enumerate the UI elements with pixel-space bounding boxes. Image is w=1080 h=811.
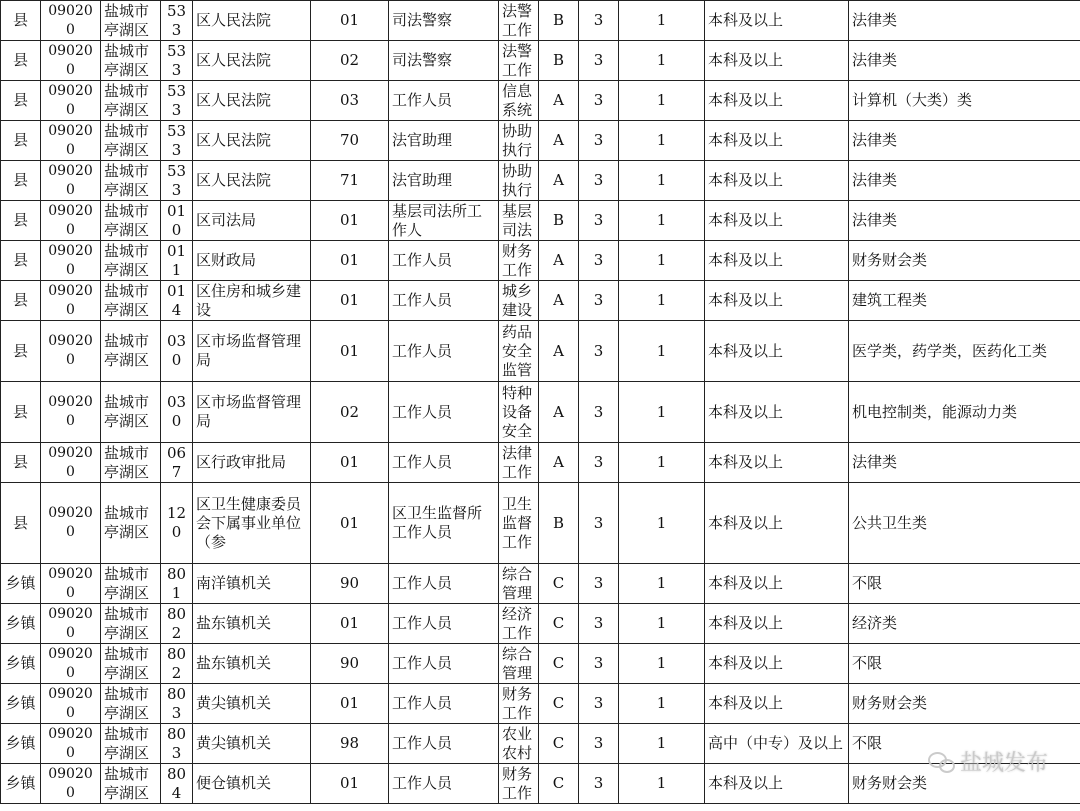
cell-post-type: 司法警察: [389, 1, 499, 41]
cell-count: 1: [619, 121, 705, 161]
cell-major: 建筑工程类: [849, 281, 1080, 321]
cell-level: 乡镇: [1, 644, 41, 684]
table-row: [1, 241, 1080, 281]
cell-unit-code: 010: [161, 201, 193, 241]
cell-unit-code: 533: [161, 41, 193, 81]
cell-education: 高中（中专）及以上: [705, 724, 849, 764]
cell-post-duty: 城乡建设: [499, 281, 539, 321]
cell-district: 盐城市亭湖区: [101, 201, 161, 241]
cell-education: 本科及以上: [705, 201, 849, 241]
cell-exam-category: A: [539, 281, 579, 321]
cell-dept-code: 090200: [41, 161, 101, 201]
table-row: [1, 443, 1080, 483]
cell-district: 盐城市亭湖区: [101, 161, 161, 201]
cell-exam-category: A: [539, 161, 579, 201]
cell-count: 1: [619, 1, 705, 41]
cell-exam-category: C: [539, 764, 579, 804]
cell-unit-name: 区人民法院: [193, 1, 311, 41]
cell-post-type: 工作人员: [389, 81, 499, 121]
cell-education: 本科及以上: [705, 764, 849, 804]
cell-ratio: 3: [579, 281, 619, 321]
cell-post-code: 01: [311, 483, 389, 564]
cell-district: 盐城市亭湖区: [101, 121, 161, 161]
cell-ratio: 3: [579, 41, 619, 81]
cell-unit-code: 802: [161, 604, 193, 644]
cell-dept-code: 090200: [41, 281, 101, 321]
cell-level: 县: [1, 382, 41, 443]
cell-count: 1: [619, 724, 705, 764]
cell-dept-code: 090200: [41, 564, 101, 604]
cell-ratio: 3: [579, 644, 619, 684]
cell-count: 1: [619, 41, 705, 81]
cell-education: 本科及以上: [705, 281, 849, 321]
cell-major: 法律类: [849, 121, 1080, 161]
cell-ratio: 3: [579, 201, 619, 241]
cell-post-duty: 基层司法: [499, 201, 539, 241]
cell-unit-code: 803: [161, 684, 193, 724]
cell-count: 1: [619, 564, 705, 604]
table-row: [1, 81, 1080, 121]
table-row: [1, 41, 1080, 81]
cell-post-code: 01: [311, 321, 389, 382]
cell-count: 1: [619, 201, 705, 241]
table-row: [1, 321, 1080, 382]
cell-exam-category: A: [539, 241, 579, 281]
cell-unit-name: 区人民法院: [193, 121, 311, 161]
cell-education: 本科及以上: [705, 321, 849, 382]
table-row: [1, 121, 1080, 161]
cell-count: 1: [619, 241, 705, 281]
cell-count: 1: [619, 281, 705, 321]
cell-unit-code: 803: [161, 724, 193, 764]
cell-major: 医学类，药学类，医药化工类: [849, 321, 1080, 382]
cell-post-duty: 协助执行: [499, 121, 539, 161]
cell-district: 盐城市亭湖区: [101, 724, 161, 764]
cell-district: 盐城市亭湖区: [101, 483, 161, 564]
cell-unit-code: 011: [161, 241, 193, 281]
cell-dept-code: 090200: [41, 724, 101, 764]
cell-level: 县: [1, 81, 41, 121]
cell-post-duty: 药品安全监管: [499, 321, 539, 382]
cell-count: 1: [619, 81, 705, 121]
cell-major: 法律类: [849, 161, 1080, 201]
cell-district: 盐城市亭湖区: [101, 1, 161, 41]
cell-level: 县: [1, 121, 41, 161]
cell-major: 不限: [849, 564, 1080, 604]
table-row: [1, 382, 1080, 443]
cell-unit-code: 804: [161, 764, 193, 804]
cell-dept-code: 090200: [41, 1, 101, 41]
cell-education: 本科及以上: [705, 382, 849, 443]
cell-district: 盐城市亭湖区: [101, 241, 161, 281]
cell-post-duty: 法警工作: [499, 41, 539, 81]
cell-exam-category: C: [539, 604, 579, 644]
cell-unit-code: 533: [161, 81, 193, 121]
cell-district: 盐城市亭湖区: [101, 564, 161, 604]
cell-post-code: 98: [311, 724, 389, 764]
cell-count: 1: [619, 764, 705, 804]
cell-ratio: 3: [579, 604, 619, 644]
cell-exam-category: A: [539, 321, 579, 382]
cell-unit-code: 014: [161, 281, 193, 321]
cell-ratio: 3: [579, 1, 619, 41]
cell-post-type: 工作人员: [389, 321, 499, 382]
cell-level: 县: [1, 201, 41, 241]
cell-district: 盐城市亭湖区: [101, 644, 161, 684]
cell-post-code: 90: [311, 564, 389, 604]
cell-post-type: 基层司法所工作人: [389, 201, 499, 241]
cell-post-code: 01: [311, 281, 389, 321]
cell-post-code: 71: [311, 161, 389, 201]
cell-major: 法律类: [849, 41, 1080, 81]
cell-post-code: 01: [311, 443, 389, 483]
watermark-text: 盐城发布: [959, 751, 1048, 776]
cell-post-type: 工作人员: [389, 644, 499, 684]
table-row: [1, 281, 1080, 321]
cell-education: 本科及以上: [705, 41, 849, 81]
cell-dept-code: 090200: [41, 483, 101, 564]
cell-unit-name: 区市场监督管理局: [193, 321, 311, 382]
cell-district: 盐城市亭湖区: [101, 443, 161, 483]
cell-ratio: 3: [579, 81, 619, 121]
cell-ratio: 3: [579, 161, 619, 201]
cell-post-duty: 协助执行: [499, 161, 539, 201]
cell-count: 1: [619, 483, 705, 564]
cell-post-duty: 综合管理: [499, 564, 539, 604]
cell-level: 县: [1, 1, 41, 41]
cell-exam-category: A: [539, 121, 579, 161]
cell-major: 法律类: [849, 1, 1080, 41]
cell-post-code: 02: [311, 382, 389, 443]
cell-post-type: 工作人员: [389, 443, 499, 483]
cell-exam-category: C: [539, 724, 579, 764]
cell-post-type: 法官助理: [389, 121, 499, 161]
table-row: [1, 644, 1080, 684]
table-row: [1, 564, 1080, 604]
cell-unit-name: 南洋镇机关: [193, 564, 311, 604]
cell-unit-name: 区住房和城乡建设: [193, 281, 311, 321]
cell-post-duty: 综合管理: [499, 644, 539, 684]
cell-post-code: 01: [311, 201, 389, 241]
table-row: [1, 684, 1080, 724]
cell-level: 县: [1, 241, 41, 281]
table-row: [1, 1, 1080, 41]
cell-education: 本科及以上: [705, 161, 849, 201]
cell-dept-code: 090200: [41, 604, 101, 644]
cell-district: 盐城市亭湖区: [101, 281, 161, 321]
cell-level: 乡镇: [1, 764, 41, 804]
cell-level: 县: [1, 443, 41, 483]
cell-level: 县: [1, 281, 41, 321]
cell-post-duty: 卫生监督工作: [499, 483, 539, 564]
cell-count: 1: [619, 604, 705, 644]
cell-count: 1: [619, 321, 705, 382]
cell-ratio: 3: [579, 321, 619, 382]
cell-unit-code: 030: [161, 382, 193, 443]
cell-education: 本科及以上: [705, 443, 849, 483]
cell-post-code: 01: [311, 1, 389, 41]
cell-post-duty: 财务工作: [499, 684, 539, 724]
cell-major: 公共卫生类: [849, 483, 1080, 564]
cell-dept-code: 090200: [41, 121, 101, 161]
cell-major: 法律类: [849, 201, 1080, 241]
cell-level: 县: [1, 161, 41, 201]
cell-unit-name: 便仓镇机关: [193, 764, 311, 804]
cell-unit-name: 区人民法院: [193, 81, 311, 121]
cell-ratio: 3: [579, 241, 619, 281]
cell-unit-name: 区司法局: [193, 201, 311, 241]
cell-education: 本科及以上: [705, 121, 849, 161]
cell-education: 本科及以上: [705, 644, 849, 684]
cell-post-type: 工作人员: [389, 241, 499, 281]
cell-count: 1: [619, 443, 705, 483]
watermark: [928, 746, 1048, 777]
cell-exam-category: C: [539, 564, 579, 604]
cell-unit-code: 120: [161, 483, 193, 564]
cell-post-duty: 财务工作: [499, 241, 539, 281]
table-row: [1, 724, 1080, 764]
table-row: [1, 764, 1080, 804]
cell-education: 本科及以上: [705, 684, 849, 724]
cell-ratio: 3: [579, 764, 619, 804]
cell-post-duty: 特种设备安全: [499, 382, 539, 443]
cell-education: 本科及以上: [705, 483, 849, 564]
cell-post-code: 01: [311, 684, 389, 724]
cell-ratio: 3: [579, 382, 619, 443]
cell-major: 法律类: [849, 443, 1080, 483]
cell-post-type: 工作人员: [389, 684, 499, 724]
cell-level: 乡镇: [1, 724, 41, 764]
cell-major: 经济类: [849, 604, 1080, 644]
cell-district: 盐城市亭湖区: [101, 321, 161, 382]
cell-ratio: 3: [579, 684, 619, 724]
cell-district: 盐城市亭湖区: [101, 81, 161, 121]
cell-unit-name: 区人民法院: [193, 161, 311, 201]
cell-post-type: 工作人员: [389, 604, 499, 644]
cell-ratio: 3: [579, 121, 619, 161]
cell-major: 不限: [849, 644, 1080, 684]
cell-count: 1: [619, 382, 705, 443]
cell-exam-category: C: [539, 644, 579, 684]
table-row: [1, 483, 1080, 564]
cell-unit-name: 盐东镇机关: [193, 644, 311, 684]
cell-district: 盐城市亭湖区: [101, 41, 161, 81]
cell-post-code: 01: [311, 764, 389, 804]
cell-dept-code: 090200: [41, 443, 101, 483]
cell-exam-category: A: [539, 382, 579, 443]
cell-level: 乡镇: [1, 564, 41, 604]
cell-unit-code: 067: [161, 443, 193, 483]
table-row: [1, 604, 1080, 644]
cell-post-duty: 财务工作: [499, 764, 539, 804]
cell-post-type: 区卫生监督所工作人员: [389, 483, 499, 564]
cell-unit-code: 802: [161, 644, 193, 684]
cell-major: 不限: [849, 724, 1080, 764]
cell-post-duty: 农业农村: [499, 724, 539, 764]
cell-major: 财务财会类: [849, 764, 1080, 804]
cell-ratio: 3: [579, 724, 619, 764]
cell-major: 计算机（大类）类: [849, 81, 1080, 121]
cell-district: 盐城市亭湖区: [101, 604, 161, 644]
cell-education: 本科及以上: [705, 604, 849, 644]
cell-dept-code: 090200: [41, 684, 101, 724]
cell-education: 本科及以上: [705, 81, 849, 121]
cell-unit-code: 030: [161, 321, 193, 382]
cell-exam-category: A: [539, 443, 579, 483]
cell-unit-name: 区财政局: [193, 241, 311, 281]
cell-level: 乡镇: [1, 604, 41, 644]
cell-post-code: 70: [311, 121, 389, 161]
cell-level: 乡镇: [1, 684, 41, 724]
cell-count: 1: [619, 161, 705, 201]
wechat-icon: [928, 752, 954, 772]
cell-post-type: 工作人员: [389, 724, 499, 764]
cell-education: 本科及以上: [705, 564, 849, 604]
cell-dept-code: 090200: [41, 81, 101, 121]
cell-post-type: 司法警察: [389, 41, 499, 81]
cell-exam-category: B: [539, 201, 579, 241]
cell-district: 盐城市亭湖区: [101, 684, 161, 724]
cell-unit-code: 533: [161, 1, 193, 41]
cell-level: 县: [1, 483, 41, 564]
cell-post-duty: 法律工作: [499, 443, 539, 483]
cell-major: 机电控制类，能源动力类: [849, 382, 1080, 443]
cell-education: 本科及以上: [705, 241, 849, 281]
cell-ratio: 3: [579, 564, 619, 604]
cell-dept-code: 090200: [41, 764, 101, 804]
cell-post-code: 01: [311, 241, 389, 281]
cell-post-duty: 信息系统: [499, 81, 539, 121]
cell-ratio: 3: [579, 483, 619, 564]
cell-major: 财务财会类: [849, 684, 1080, 724]
cell-dept-code: 090200: [41, 644, 101, 684]
cell-level: 县: [1, 321, 41, 382]
cell-unit-name: 黄尖镇机关: [193, 684, 311, 724]
cell-post-duty: 法警工作: [499, 1, 539, 41]
table-row: [1, 201, 1080, 241]
cell-dept-code: 090200: [41, 201, 101, 241]
cell-dept-code: 090200: [41, 41, 101, 81]
cell-post-type: 法官助理: [389, 161, 499, 201]
cell-post-type: 工作人员: [389, 281, 499, 321]
cell-unit-code: 533: [161, 121, 193, 161]
cell-post-type: 工作人员: [389, 382, 499, 443]
cell-dept-code: 090200: [41, 241, 101, 281]
cell-count: 1: [619, 644, 705, 684]
cell-exam-category: B: [539, 41, 579, 81]
cell-post-type: 工作人员: [389, 764, 499, 804]
cell-education: 本科及以上: [705, 1, 849, 41]
cell-unit-name: 区卫生健康委员会下属事业单位（参: [193, 483, 311, 564]
cell-post-code: 90: [311, 644, 389, 684]
cell-district: 盐城市亭湖区: [101, 764, 161, 804]
cell-dept-code: 090200: [41, 321, 101, 382]
table-body: [1, 1, 1080, 804]
cell-post-duty: 经济工作: [499, 604, 539, 644]
cell-district: 盐城市亭湖区: [101, 382, 161, 443]
cell-major: 财务财会类: [849, 241, 1080, 281]
cell-unit-name: 区行政审批局: [193, 443, 311, 483]
cell-dept-code: 090200: [41, 382, 101, 443]
cell-unit-name: 盐东镇机关: [193, 604, 311, 644]
cell-post-type: 工作人员: [389, 564, 499, 604]
cell-unit-name: 黄尖镇机关: [193, 724, 311, 764]
table-row: [1, 161, 1080, 201]
cell-ratio: 3: [579, 443, 619, 483]
cell-unit-name: 区市场监督管理局: [193, 382, 311, 443]
cell-post-code: 01: [311, 604, 389, 644]
cell-unit-code: 533: [161, 161, 193, 201]
cell-unit-name: 区人民法院: [193, 41, 311, 81]
cell-exam-category: C: [539, 684, 579, 724]
cell-unit-code: 801: [161, 564, 193, 604]
cell-count: 1: [619, 684, 705, 724]
cell-exam-category: A: [539, 81, 579, 121]
cell-post-code: 02: [311, 41, 389, 81]
cell-level: 县: [1, 41, 41, 81]
cell-post-code: 03: [311, 81, 389, 121]
cell-exam-category: B: [539, 1, 579, 41]
cell-exam-category: B: [539, 483, 579, 564]
